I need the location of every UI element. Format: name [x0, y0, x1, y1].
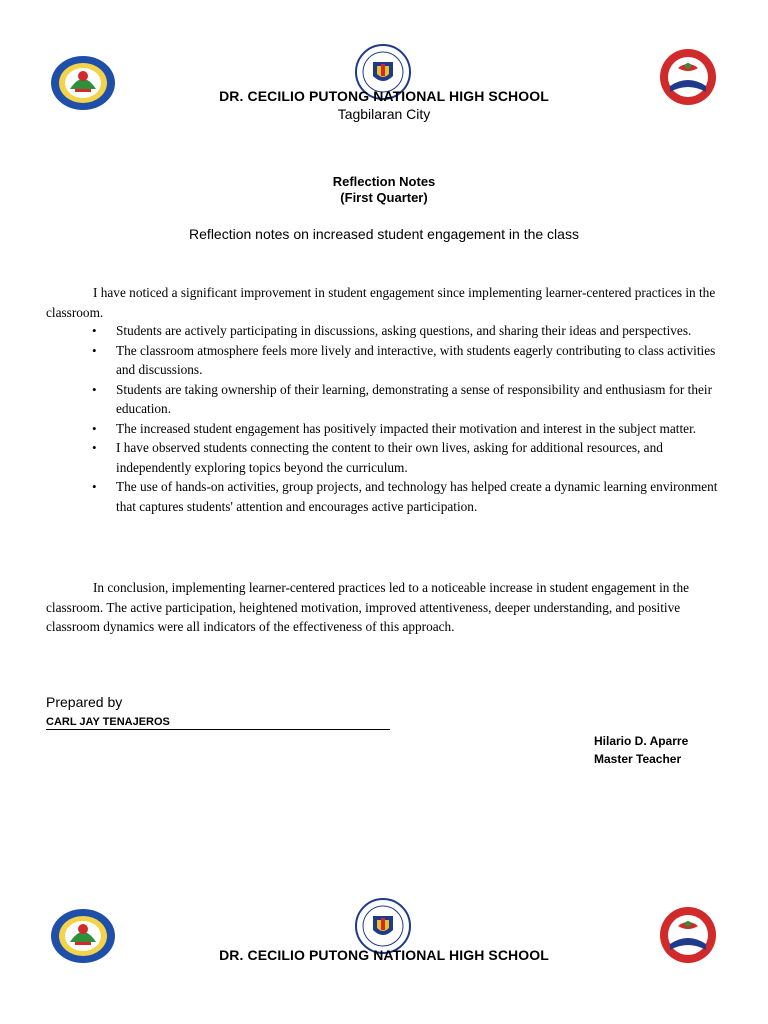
document-title: Reflection Notes — [332, 174, 436, 189]
footer-school-name: DR. CECILIO PUTONG NATIONAL HIGH SCHOOL — [219, 947, 549, 963]
list-item: • Students are taking ownership of their learning, demonstrating a sense of responsibility and enthusiasm for their education. — [116, 380, 722, 419]
reflection-bullet-list — [46, 321, 722, 516]
school-city: Tagbilaran City — [337, 106, 431, 122]
deped-seal-icon — [355, 898, 411, 954]
list-item: • I have observed students connecting the content to their own lives, asking for additional resources, and independently exploring topics beyond the curriculum. — [116, 438, 722, 477]
list-item: • The use of hands-on activities, group projects, and technology has helped create a dynamic learning environment that captures students' attention and encourages active participation. — [116, 477, 722, 516]
document-topic: Reflection notes on increased student engagement in the class — [189, 226, 579, 242]
list-item: • The classroom atmosphere feels more lively and interactive, with students eagerly contributing to class activities and discussions. — [116, 341, 722, 380]
list-item: • The increased student engagement has positively impacted their motivation and interest in the subject matter. — [116, 419, 722, 439]
school-name: DR. CECILIO PUTONG NATIONAL HIGH SCHOOL — [219, 88, 549, 104]
prepared-by-label: Prepared by — [46, 694, 123, 710]
intro-paragraph: I have noticed a significant improvement in student engagement since implementing learner-centered practices in the classroom. — [46, 285, 716, 320]
list-item: • Students are actively participating in discussions, asking questions, and sharing their ideas and perspectives. — [116, 321, 722, 341]
conclusion-paragraph: In conclusion, implementing learner-centered practices led to a noticeable increase in student engagement in the classroom. The active participation, heightened motivation, improved attentiveness, deeper understanding, and positive classroom dynamics were all indicators of the effectiveness of this approach. — [46, 580, 690, 634]
reviewer-title: Master Teacher — [594, 752, 682, 766]
document-subtitle: (First Quarter) — [340, 190, 428, 205]
preparer-name: CARL JAY TENAJEROS — [46, 716, 390, 730]
reviewer-name: Hilario D. Aparre — [594, 734, 689, 748]
